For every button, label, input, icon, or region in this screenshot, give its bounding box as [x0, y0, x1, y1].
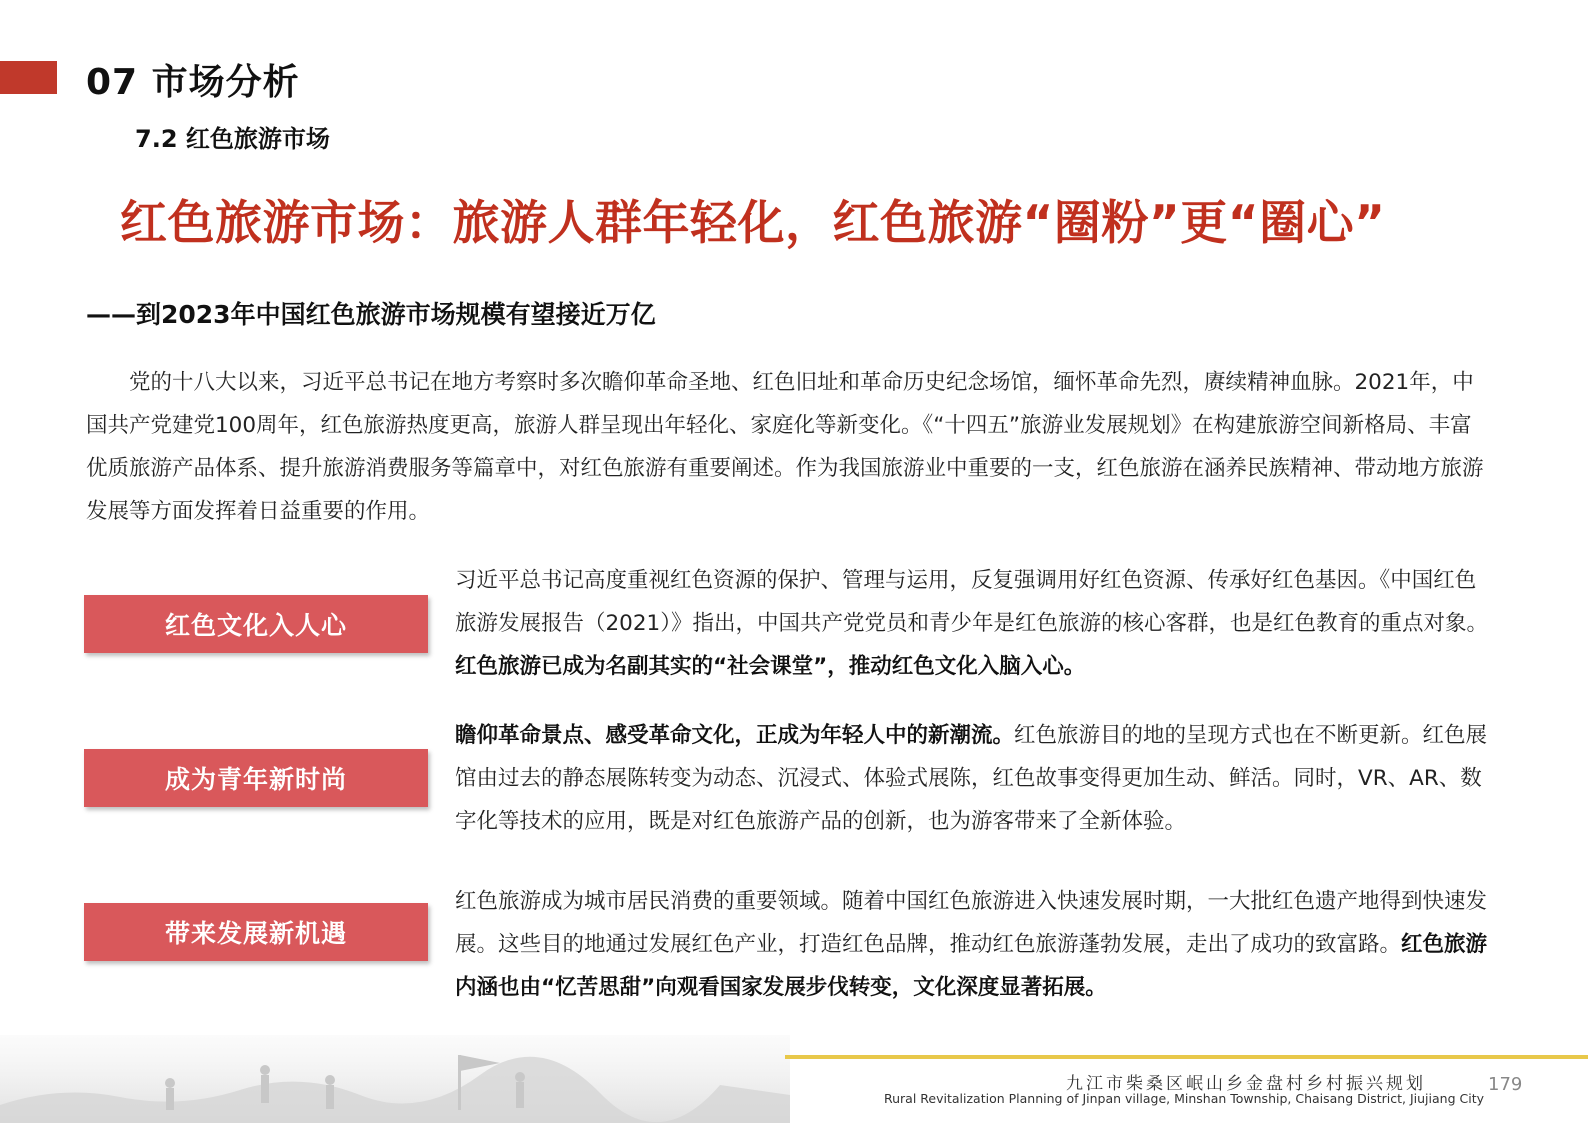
footer-title-cn: 九江市柴桑区岷山乡金盘村乡村振兴规划: [1066, 1074, 1426, 1094]
tag-youth-trend: 成为青年新时尚: [84, 749, 428, 807]
tag-red-culture: 红色文化入人心: [84, 595, 428, 653]
block-text-bold: 瞻仰革命景点、感受革命文化，正成为年轻人中的新潮流。: [455, 723, 1015, 748]
section-title: 07 市场分析: [86, 62, 300, 103]
block-text-bold: 红色旅游已成为名副其实的“社会课堂”，推动红色文化入脑入心。: [455, 654, 1086, 679]
block-text-plain: 红色旅游成为城市居民消费的重要领域。随着中国红色旅游进入快速发展时期，一大批红色遗产地得到快速发展。这些目的地通过发展红色产业，打造红色品牌，推动红色旅游蓬勃发展，走出了成功的致富路。: [455, 889, 1488, 957]
section-accent-bar: [0, 61, 57, 94]
block-text-bold: 红色旅游内涵也由“忆苦思甜”向观看国家发展步伐转变，文化深度显著拓展。: [455, 932, 1488, 1000]
block-text-plain: 习近平总书记高度重视红色资源的保护、管理与运用，反复强调用好红色资源、传承好红色基因。《中国红色旅游发展报告（2021）》指出，中国共产党党员和青少年是红色旅游的核心客群，也是红色教育的重点对象。: [455, 568, 1488, 636]
footer-silhouette-decoration: [0, 1035, 790, 1123]
block-text-new-opportunity: [455, 880, 1495, 1009]
page-number: 179: [1488, 1074, 1523, 1095]
block-text-youth-trend: [455, 714, 1495, 843]
intro-paragraph: [86, 361, 1491, 533]
subsection-title: 7.2 红色旅游市场: [135, 125, 330, 153]
page-headline: 红色旅游市场：旅游人群年轻化，红色旅游“圈粉”更“圈心”: [120, 196, 1386, 251]
block-text-plain: 红色旅游目的地的呈现方式也在不断更新。红色展馆由过去的静态展陈转变为动态、沉浸式、体验式展陈，红色故事变得更加生动、鲜活。同时，VR、AR、数字化等技术的应用，既是对红色旅游产品的创新，也为游客带来了全新体验。: [455, 723, 1488, 834]
intro-text: 党的十八大以来，习近平总书记在地方考察时多次瞻仰革命圣地、红色旧址和革命历史纪念场馆，缅怀革命先烈，赓续精神血脉。2021年，中国共产党建党100周年，红色旅游热度更高，旅游人群呈现出年轻化、家庭化等新变化。《“十四五”旅游业发展规划》在构建旅游空间新格局、丰富优质旅游产品体系、提升旅游消费服务等篇章中，对红色旅游有重要阐述。作为我国旅游业中重要的一支，红色旅游在涵养民族精神、带动地方旅游发展等方面发挥着日益重要的作用。: [86, 370, 1484, 524]
footer-divider-line: [785, 1055, 1588, 1059]
page-subheadline: ——到2023年中国红色旅游市场规模有望接近万亿: [86, 300, 656, 329]
footer-title-en: Rural Revitalization Planning of Jinpan village, Minshan Township, Chaisang District, Jiujiang City: [884, 1091, 1484, 1106]
block-text-red-culture: [455, 559, 1495, 688]
tag-new-opportunity: 带来发展新机遇: [84, 903, 428, 961]
